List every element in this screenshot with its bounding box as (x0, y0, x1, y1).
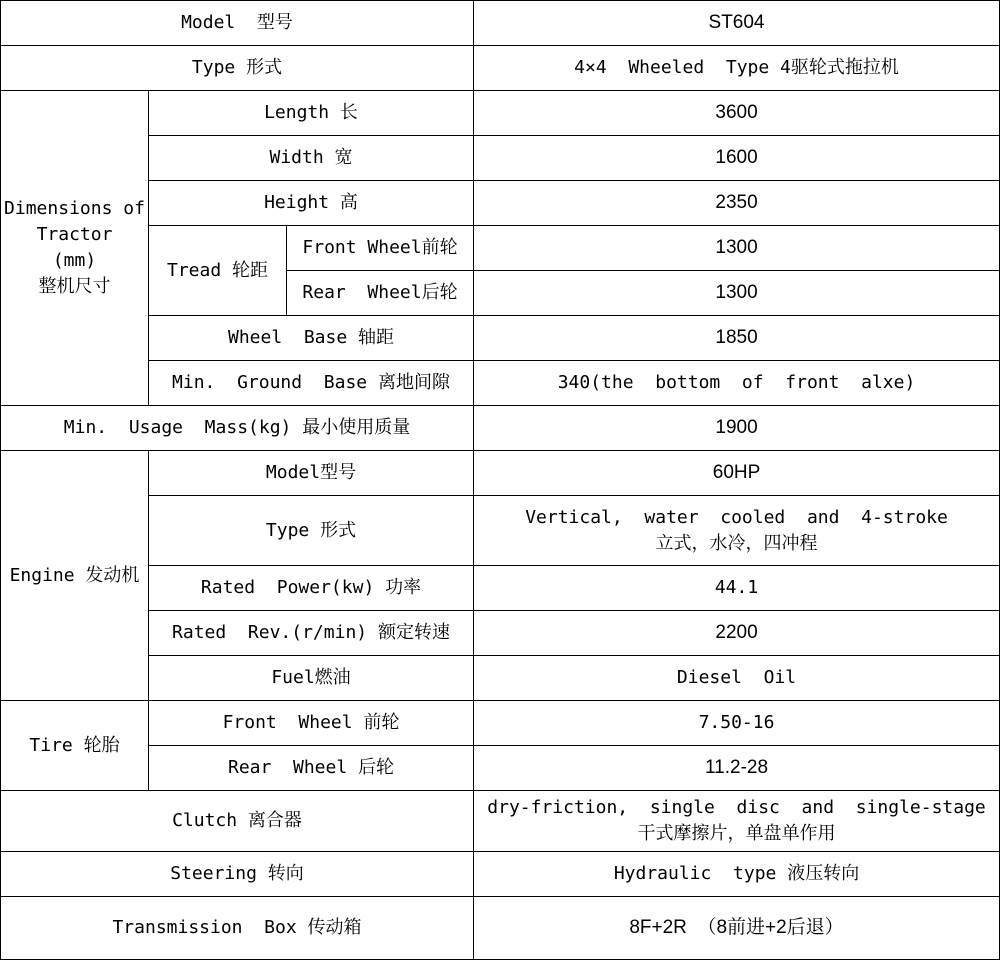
spec-label: Min. Ground Base 离地间隙 (149, 361, 474, 406)
spec-label: Fuel燃油 (149, 656, 474, 701)
group-tread: Tread 轮距 (149, 226, 287, 316)
table-row (1, 136, 1000, 181)
spec-value: 4×4 Wheeled Type 4驱轮式拖拉机 (474, 46, 1000, 91)
table-row (1, 226, 1000, 271)
spec-label: Model型号 (149, 451, 474, 496)
spec-label: Transmission Box 传动箱 (1, 897, 474, 960)
table-row (1, 566, 1000, 611)
table-row (1, 791, 1000, 852)
table-row (1, 897, 1000, 960)
spec-label: Type 形式 (149, 496, 474, 566)
table-row (1, 46, 1000, 91)
spec-value: 2200 (474, 611, 1000, 656)
group-engine: Engine 发动机 (1, 451, 149, 701)
spec-label: Rear Wheel后轮 (287, 271, 474, 316)
spec-value: dry-friction, single disc and single-stage 干式摩擦片，单盘单作用 (474, 791, 1000, 852)
spec-label: Front Wheel前轮 (287, 226, 474, 271)
spec-value: 60HP (474, 451, 1000, 496)
spec-value: 8F+2R （8前进+2后退） (474, 897, 1000, 960)
spec-value: 1900 (474, 406, 1000, 451)
table-row (1, 852, 1000, 897)
table-row (1, 181, 1000, 226)
spec-value: 1850 (474, 316, 1000, 361)
spec-label: Length 长 (149, 91, 474, 136)
table-row (1, 91, 1000, 136)
spec-value: 1600 (474, 136, 1000, 181)
spec-value: 44.1 (474, 566, 1000, 611)
spec-value: 7.50-16 (474, 701, 1000, 746)
table-row (1, 1, 1000, 46)
spec-value: ST604 (474, 1, 1000, 46)
table-row (1, 406, 1000, 451)
spec-label: Front Wheel 前轮 (149, 701, 474, 746)
spec-value: Diesel Oil (474, 656, 1000, 701)
spec-label: Model 型号 (1, 1, 474, 46)
spec-label: Width 宽 (149, 136, 474, 181)
table-row (1, 451, 1000, 496)
spec-value: 1300 (474, 271, 1000, 316)
spec-label: Clutch 离合器 (1, 791, 474, 852)
spec-label: Rated Power(kw) 功率 (149, 566, 474, 611)
table-row (1, 611, 1000, 656)
spec-value: 340(the bottom of front alxe) (474, 361, 1000, 406)
table-row (1, 496, 1000, 566)
spec-label: Steering 转向 (1, 852, 474, 897)
group-dimensions: Dimensions of Tractor (mm) 整机尺寸 (1, 91, 149, 406)
group-tire: Tire 轮胎 (1, 701, 149, 791)
table-row (1, 701, 1000, 746)
spec-value: 1300 (474, 226, 1000, 271)
table-row (1, 746, 1000, 791)
spec-label: Type 形式 (1, 46, 474, 91)
spec-label: Height 高 (149, 181, 474, 226)
spec-value: 2350 (474, 181, 1000, 226)
spec-label: Rated Rev.(r/min) 额定转速 (149, 611, 474, 656)
spec-value: 11.2-28 (474, 746, 1000, 791)
spec-label: Rear Wheel 后轮 (149, 746, 474, 791)
spec-value: 3600 (474, 91, 1000, 136)
table-row (1, 316, 1000, 361)
table-row (1, 656, 1000, 701)
spec-label: Wheel Base 轴距 (149, 316, 474, 361)
spec-value: Hydraulic type 液压转向 (474, 852, 1000, 897)
table-row (1, 361, 1000, 406)
spec-value: Vertical, water cooled and 4-stroke 立式，水冷，四冲程 (474, 496, 1000, 566)
spec-label: Min. Usage Mass(kg) 最小使用质量 (1, 406, 474, 451)
